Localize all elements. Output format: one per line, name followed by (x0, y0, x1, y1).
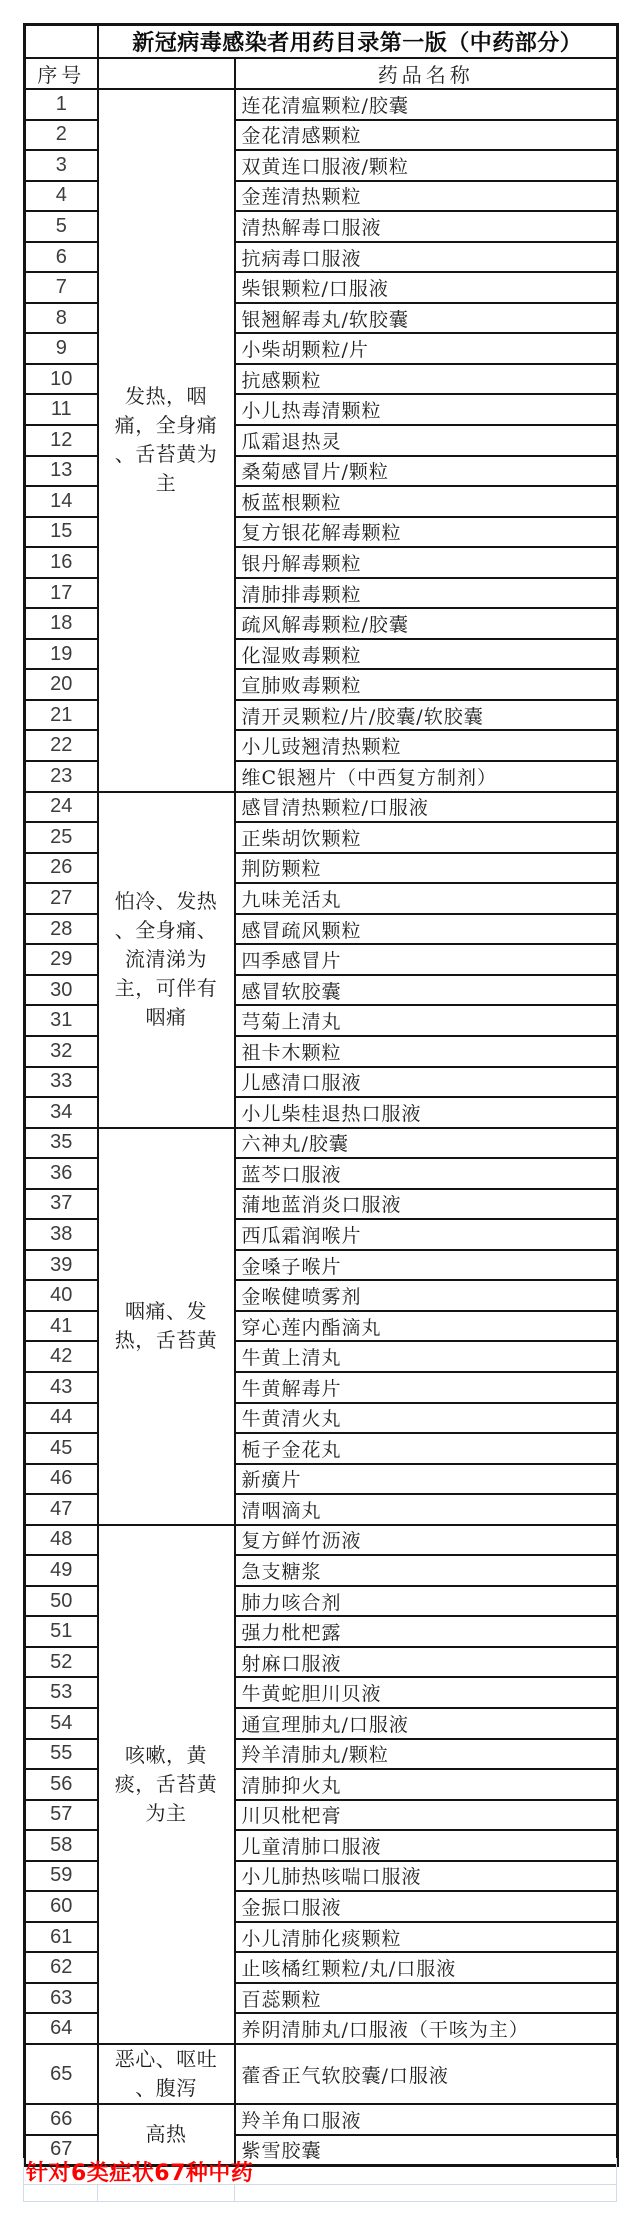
row-index: 22 (25, 730, 98, 761)
drug-name-cell: 金喉健喷雾剂 (235, 1280, 618, 1311)
drug-name-cell: 羚羊角口服液 (235, 2104, 618, 2135)
symptom-category-cell: 高热 (98, 2104, 235, 2165)
row-index: 3 (25, 150, 98, 181)
drug-name-cell: 百蕊颗粒 (235, 1983, 618, 2014)
row-index: 49 (25, 1555, 98, 1586)
row-index: 34 (25, 1097, 98, 1128)
drug-name-cell: 强力枇杷露 (235, 1616, 618, 1647)
title-row (25, 25, 618, 59)
row-index: 6 (25, 242, 98, 273)
row-index: 8 (25, 303, 98, 334)
row-index: 40 (25, 1280, 98, 1311)
row-index: 47 (25, 1494, 98, 1525)
drug-name-cell: 金振口服液 (235, 1891, 618, 1922)
row-index: 52 (25, 1647, 98, 1678)
row-index: 17 (25, 578, 98, 609)
drug-name-cell: 银翘解毒丸/软胶囊 (235, 303, 618, 334)
row-index: 58 (25, 1830, 98, 1861)
row-index: 64 (25, 2013, 98, 2044)
drug-name-cell: 牛黄清火丸 (235, 1403, 618, 1434)
title-row-empty-cell (25, 25, 98, 59)
row-index: 48 (25, 1525, 98, 1556)
drug-name-cell: 金嗓子喉片 (235, 1250, 618, 1281)
drug-name-cell: 双黄连口服液/颗粒 (235, 150, 618, 181)
row-index: 50 (25, 1586, 98, 1617)
row-index: 9 (25, 333, 98, 364)
row-index: 28 (25, 914, 98, 945)
table-row (25, 2104, 618, 2135)
drug-name-cell: 羚羊清肺丸/颗粒 (235, 1739, 618, 1770)
drug-name-cell: 牛黄解毒片 (235, 1372, 618, 1403)
row-index: 35 (25, 1128, 98, 1159)
row-index: 26 (25, 853, 98, 884)
row-index: 32 (25, 1036, 98, 1067)
drug-name-cell: 新癀片 (235, 1464, 618, 1495)
drug-name-cell: 祖卡木颗粒 (235, 1036, 618, 1067)
drug-name-cell: 小柴胡颗粒/片 (235, 333, 618, 364)
drug-name-cell: 六神丸/胶囊 (235, 1128, 618, 1159)
drug-name-cell: 射麻口服液 (235, 1647, 618, 1678)
drug-name-cell: 感冒软胶囊 (235, 975, 618, 1006)
symptom-category-cell: 恶心、呕吐 、腹泻 (98, 2044, 235, 2104)
drug-name-cell: 肺力咳合剂 (235, 1586, 618, 1617)
table-row (25, 2044, 618, 2104)
row-index: 30 (25, 975, 98, 1006)
drug-name-cell: 小儿热毒清颗粒 (235, 394, 618, 425)
header-row (25, 58, 618, 89)
column-header-symptom-empty (98, 58, 235, 89)
row-index: 54 (25, 1708, 98, 1739)
drug-name-cell: 疏风解毒颗粒/胶囊 (235, 608, 618, 639)
row-index: 36 (25, 1158, 98, 1189)
drug-name-cell: 金花清感颗粒 (235, 120, 618, 151)
drug-name-cell: 牛黄蛇胆川贝液 (235, 1677, 618, 1708)
row-index: 38 (25, 1219, 98, 1250)
drug-name-cell: 感冒疏风颗粒 (235, 914, 618, 945)
row-index: 29 (25, 944, 98, 975)
drug-name-cell: 四季感冒片 (235, 944, 618, 975)
drug-name-cell: 藿香正气软胶囊/口服液 (235, 2044, 618, 2104)
drug-name-cell: 复方银花解毒颗粒 (235, 517, 618, 548)
drug-name-cell: 西瓜霜润喉片 (235, 1219, 618, 1250)
row-index: 57 (25, 1800, 98, 1831)
drug-name-cell: 急支糖浆 (235, 1555, 618, 1586)
row-index: 27 (25, 883, 98, 914)
column-header-drug-name: 药品名称 (235, 58, 618, 89)
drug-name-cell: 荆防颗粒 (235, 853, 618, 884)
row-index: 18 (25, 608, 98, 639)
footer-note: 针对6类症状67种中药 (26, 2160, 254, 2186)
drug-name-cell: 儿感清口服液 (235, 1067, 618, 1098)
drug-name-cell: 清咽滴丸 (235, 1494, 618, 1525)
drug-name-cell: 清热解毒口服液 (235, 211, 618, 242)
row-index: 46 (25, 1464, 98, 1495)
row-index: 13 (25, 456, 98, 487)
row-index: 55 (25, 1739, 98, 1770)
row-index: 56 (25, 1769, 98, 1800)
drug-name-cell: 栀子金花丸 (235, 1433, 618, 1464)
column-header-index: 序号 (25, 58, 98, 89)
drug-name-cell: 银丹解毒颗粒 (235, 547, 618, 578)
drug-name-cell: 蒲地蓝消炎口服液 (235, 1189, 618, 1220)
page-title: 新冠病毒感染者用药目录第一版（中药部分） (98, 25, 618, 59)
drug-name-cell: 板蓝根颗粒 (235, 486, 618, 517)
row-index: 12 (25, 425, 98, 456)
medicine-table (23, 23, 619, 2167)
drug-name-cell: 清肺抑火丸 (235, 1769, 618, 1800)
row-index: 25 (25, 822, 98, 853)
drug-name-cell: 芎菊上清丸 (235, 1005, 618, 1036)
drug-name-cell: 小儿柴桂退热口服液 (235, 1097, 618, 1128)
symptom-category-cell: 咽痛、发 热，舌苔黄 (98, 1128, 235, 1525)
drug-name-cell: 小儿肺热咳喘口服液 (235, 1861, 618, 1892)
drug-name-cell: 连花清瘟颗粒/胶囊 (235, 89, 618, 120)
row-index: 43 (25, 1372, 98, 1403)
row-index: 37 (25, 1189, 98, 1220)
row-index: 15 (25, 517, 98, 548)
row-index: 44 (25, 1403, 98, 1434)
row-index: 45 (25, 1433, 98, 1464)
symptom-category-cell: 发热，咽 痛，全身痛 、舌苔黄为 主 (98, 89, 235, 792)
drug-name-cell: 复方鲜竹沥液 (235, 1525, 618, 1556)
drug-name-cell: 清肺排毒颗粒 (235, 578, 618, 609)
row-index: 67 (25, 2135, 98, 2166)
drug-name-cell: 川贝枇杷膏 (235, 1800, 618, 1831)
drug-name-cell: 宣肺败毒颗粒 (235, 669, 618, 700)
grid-line (234, 2185, 235, 2201)
drug-name-cell: 维C银翘片（中西复方制剂） (235, 761, 618, 792)
row-index: 2 (25, 120, 98, 151)
row-index: 4 (25, 181, 98, 212)
row-index: 10 (25, 364, 98, 395)
table-row (25, 89, 618, 120)
row-index: 20 (25, 669, 98, 700)
row-index: 42 (25, 1341, 98, 1372)
drug-name-cell: 柴银颗粒/口服液 (235, 272, 618, 303)
drug-name-cell: 养阴清肺丸/口服液（干咳为主） (235, 2013, 618, 2044)
drug-name-cell: 感冒清热颗粒/口服液 (235, 792, 618, 823)
row-index: 62 (25, 1952, 98, 1983)
drug-name-cell: 抗病毒口服液 (235, 242, 618, 273)
drug-name-cell: 金莲清热颗粒 (235, 181, 618, 212)
row-index: 65 (25, 2044, 98, 2104)
row-index: 7 (25, 272, 98, 303)
drug-name-cell: 蓝芩口服液 (235, 1158, 618, 1189)
row-index: 41 (25, 1311, 98, 1342)
drug-name-cell: 通宣理肺丸/口服液 (235, 1708, 618, 1739)
row-index: 16 (25, 547, 98, 578)
table-row (25, 792, 618, 823)
drug-name-cell: 牛黄上清丸 (235, 1341, 618, 1372)
row-index: 31 (25, 1005, 98, 1036)
row-index: 59 (25, 1861, 98, 1892)
symptom-category-cell: 咳嗽，黄 痰，舌苔黄 为主 (98, 1525, 235, 2044)
drug-name-cell: 化湿败毒颗粒 (235, 639, 618, 670)
row-index: 53 (25, 1677, 98, 1708)
row-index: 60 (25, 1891, 98, 1922)
row-index: 14 (25, 486, 98, 517)
footer-note-row (23, 2158, 617, 2185)
row-index: 23 (25, 761, 98, 792)
row-index: 61 (25, 1922, 98, 1953)
row-index: 11 (25, 394, 98, 425)
row-index: 33 (25, 1067, 98, 1098)
row-index: 66 (25, 2104, 98, 2135)
table-row (25, 1128, 618, 1159)
drug-name-cell: 抗感颗粒 (235, 364, 618, 395)
row-index: 39 (25, 1250, 98, 1281)
row-index: 21 (25, 700, 98, 731)
drug-name-cell: 小儿清肺化痰颗粒 (235, 1922, 618, 1953)
table-row (25, 1525, 618, 1556)
drug-name-cell: 止咳橘红颗粒/丸/口服液 (235, 1952, 618, 1983)
row-index: 19 (25, 639, 98, 670)
drug-name-cell: 瓜霜退热灵 (235, 425, 618, 456)
row-index: 5 (25, 211, 98, 242)
drug-name-cell: 清开灵颗粒/片/胶囊/软胶囊 (235, 700, 618, 731)
empty-spreadsheet-row (23, 2185, 617, 2202)
drug-name-cell: 正柴胡饮颗粒 (235, 822, 618, 853)
drug-name-cell: 紫雪胶囊 (235, 2135, 618, 2166)
symptom-category-cell: 怕冷、发热 、全身痛、 流清涕为 主，可伴有 咽痛 (98, 792, 235, 1128)
grid-line (97, 2185, 98, 2201)
drug-name-cell: 儿童清肺口服液 (235, 1830, 618, 1861)
drug-name-cell: 桑菊感冒片/颗粒 (235, 456, 618, 487)
row-index: 51 (25, 1616, 98, 1647)
row-index: 24 (25, 792, 98, 823)
row-index: 1 (25, 89, 98, 120)
drug-name-cell: 小儿豉翘清热颗粒 (235, 730, 618, 761)
row-index: 63 (25, 1983, 98, 2014)
drug-name-cell: 穿心莲内酯滴丸 (235, 1311, 618, 1342)
drug-name-cell: 九味羌活丸 (235, 883, 618, 914)
